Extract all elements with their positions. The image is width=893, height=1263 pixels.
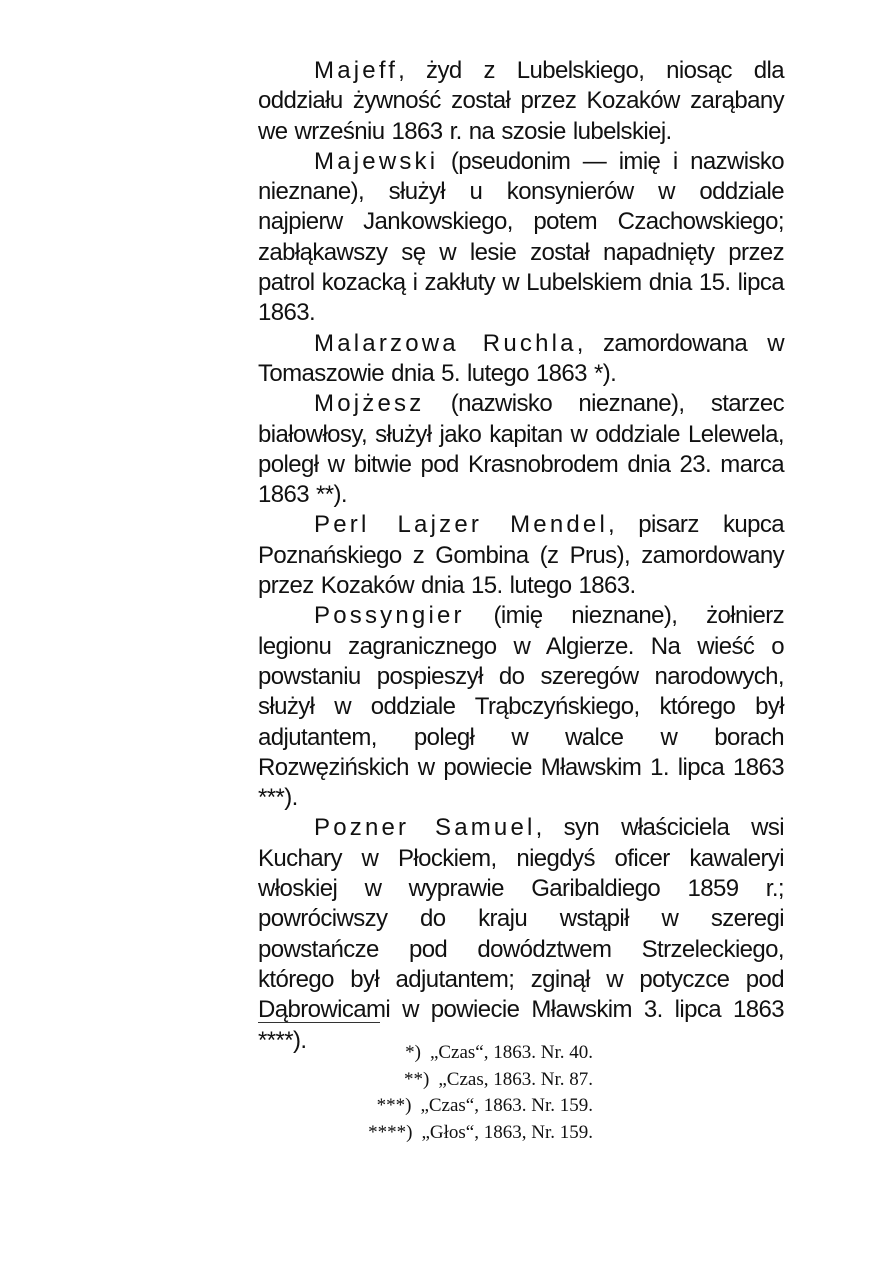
footnote <box>258 1093 593 1120</box>
entry-name: Perl Lajzer Mendel <box>314 511 609 539</box>
entry-name: Pozner Samuel <box>314 814 536 842</box>
entry-name: Majewski <box>314 147 439 175</box>
entry <box>258 813 784 1055</box>
entry-name: Malarzowa Ruchla <box>314 329 577 357</box>
entry <box>258 56 784 147</box>
footnote-text: „Głos“, 1863, Nr. 159. <box>421 1121 593 1143</box>
entries-column <box>258 56 784 1056</box>
entry-text: , zamordowana w Tomaszowie dnia 5. lutego 1863 *). <box>258 329 784 387</box>
entry <box>258 510 784 601</box>
footnote-divider <box>258 1022 380 1023</box>
entry-text: (nazwisko nieznane), starzec białowłosy, służył jako kapitan w oddziale Lelewela, poległ w bitwie pod Krasnobrodem dnia 23. marca 1863 **). <box>258 390 784 509</box>
entry <box>258 329 784 390</box>
footnote-mark: ****) <box>368 1121 413 1143</box>
entry-text: (pseudonim — imię i nazwisko nieznane), służył u konsynierów w oddziale najpierw Jankowskiego, potem Czachowskiego; zabłąkawszy sę w lesie został napadnięty przez patrol kozacką i zakłuty w Lubelskiem dnia 15. lipca 1863. <box>258 147 784 327</box>
footnote-text: „Czas“, 1863. Nr. 159. <box>420 1095 593 1116</box>
footnote-text: „Czas, 1863. Nr. 87. <box>438 1068 593 1090</box>
entry <box>258 389 784 510</box>
footnote <box>258 1067 593 1094</box>
entry-name: Majeff <box>314 57 399 84</box>
footnote <box>258 1040 593 1067</box>
entry-name: Possyngier <box>314 602 465 630</box>
entry-text: , żyd z Lubelskiego, niosąc dla oddziału żywność został przez Kozaków zarąbany we wrześniu 1863 r. na szosie lubelskiej. <box>258 57 784 145</box>
footnotes <box>258 1040 593 1146</box>
entry-text: (imię nieznane), żołnierz legionu zagranicznego w Algierze. Na wieść o powstaniu pospieszył do szeregów narodowych, służył w oddziale Trąbczyńskiego, którego był adjutantem, poległ w walce w borach Rozwęzińskich w powiecie Mławskim 1. lipca 1863 ***). <box>258 602 784 812</box>
entry-text: , syn właściciela wsi Kuchary w Płockiem, niegdyś oficer kawaleryi włoskiej w wyprawie Garibaldiego 1859 r.; powróciwszy do kraju wstąpił w szeregi powstańcze pod dowództwem Strzeleckiego, którego był adjutantem; zginął w potyczce pod Dąbrowicami w powiecie Mławskim 3. lipca 1863 ****). <box>258 814 785 1054</box>
footnote-mark: **) <box>404 1068 430 1090</box>
entry-text: , pisarz kupca Poznańskiego z Gombina (z Prus), zamordowany przez Kozaków dnia 15. lutego 1863. <box>258 511 784 600</box>
footnote <box>258 1120 593 1147</box>
entry <box>258 147 784 329</box>
entry <box>258 601 784 813</box>
entry-name: Mojżesz <box>314 390 425 418</box>
footnote-text: „Czas“, 1863. Nr. 40. <box>429 1042 593 1063</box>
footnote-mark: *) <box>405 1042 421 1063</box>
footnote-mark: ***) <box>376 1095 412 1116</box>
